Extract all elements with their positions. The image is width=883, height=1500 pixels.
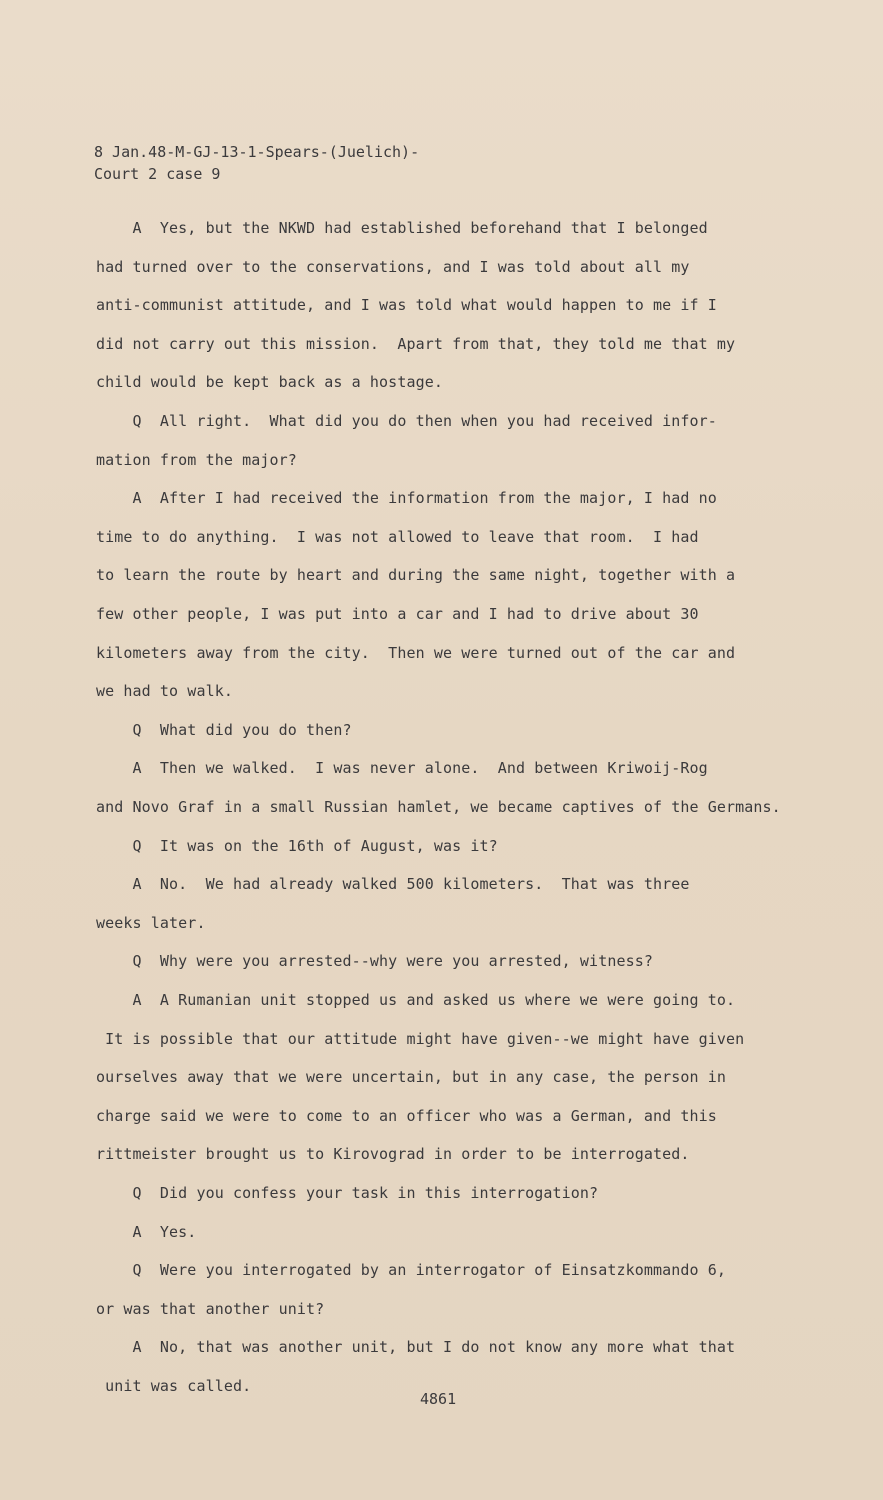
page-number: 4861 [420,1390,457,1408]
transcript-line: weeks later. [96,913,206,932]
transcript-line: A Yes. [96,1222,197,1241]
document-header [94,141,419,185]
transcript-line: A No. We had already walked 500 kilometers. That was three [96,875,690,894]
transcript-line: few other people, I was put into a car and I had to drive about 30 [96,605,699,623]
transcript-line: and Novo Graf in a small Russian hamlet, we became captives of the Germans. [96,798,781,816]
transcript-line: or was that another unit? [96,1299,325,1318]
transcript-line: had turned over to the conservations, and I was told about all my [96,257,690,276]
transcript-line: ourselves away that we were uncertain, but in any case, the person in [96,1068,727,1087]
transcript-line: A Yes, but the NKWD had established beforehand that I belonged [96,219,708,237]
transcript-line: kilometers away from the city. Then we were turned out of the car and [96,643,736,662]
transcript-line: Q All right. What did you do then when you had received infor- [96,412,717,430]
transcript-line: unit was called. [96,1377,252,1395]
transcript-line: A After I had received the information from the major, I had no [96,489,717,508]
transcript-line: mation from the major? [96,450,297,469]
transcript-line: charge said we were to come to an officer who was a German, and this [96,1106,717,1125]
transcript-line: It is possible that our attitude might have given--we might have given [96,1029,745,1048]
transcript-line: we had to walk. [96,682,233,701]
transcript-line: did not carry out this mission. Apart from that, they told me that my [96,334,736,353]
transcript-line: to learn the route by heart and during the same night, together with a [96,566,736,585]
transcript-line: A A Rumanian unit stopped us and asked us where we were going to. [96,991,736,1009]
transcript-line: rittmeister brought us to Kirovograd in order to be interrogated. [96,1145,690,1164]
transcript-line: child would be kept back as a hostage. [96,373,443,392]
transcript-line: A No, that was another unit, but I do not know any more what that [96,1338,736,1357]
transcript-line: Q Did you confess your task in this interrogation? [96,1184,599,1202]
header-line-1: 8 Jan.48-M-GJ-13-1-Spears-(Juelich)- [94,143,420,161]
transcript-line: Q What did you do then? [96,720,352,739]
header-line-2: Court 2 case 9 [94,165,221,183]
transcript-line: Q Were you interrogated by an interrogator of Einsatzkommando 6, [96,1261,727,1280]
transcript-line: time to do anything. I was not allowed to leave that room. I had [96,527,699,546]
transcript-line: A Then we walked. I was never alone. And between Kriwoij-Rog [96,759,708,778]
transcript-line: Q It was on the 16th of August, was it? [96,836,498,855]
transcript-line: Q Why were you arrested--why were you arrested, witness? [96,952,653,971]
transcript-line: anti-communist attitude, and I was told what would happen to me if I [96,296,717,315]
